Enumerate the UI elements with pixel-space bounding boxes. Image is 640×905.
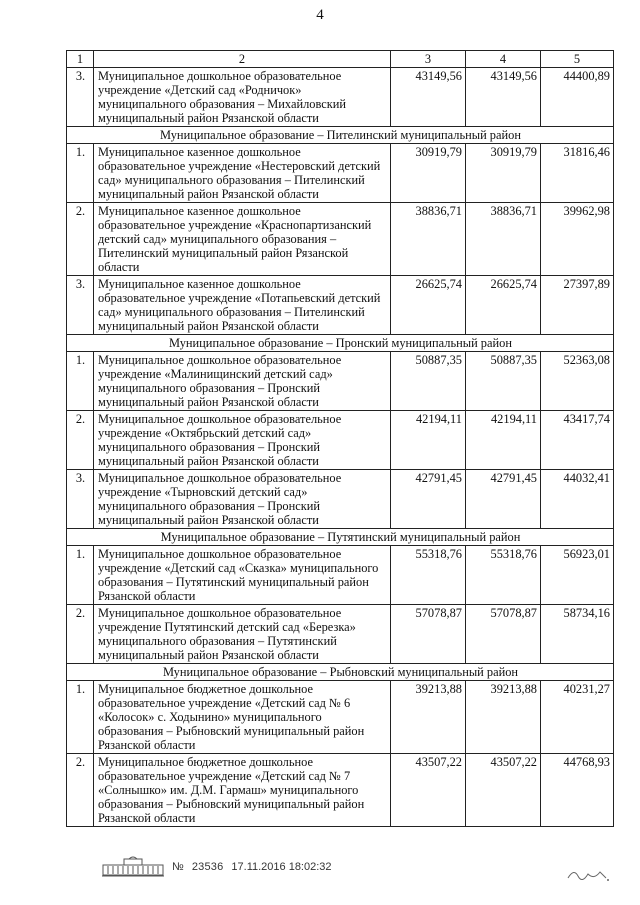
value-col-3: 57078,87: [391, 605, 466, 664]
column-header: 1: [67, 51, 94, 68]
table-row: [67, 754, 614, 827]
table-row: [67, 203, 614, 276]
value-col-3: 43149,56: [391, 68, 466, 127]
row-number: 1.: [67, 546, 94, 605]
institution-name: Муниципальное дошкольное образовательное учреждение «Малинищинский детский сад» муниципального образования – Пронский муниципальный район Рязанской области: [94, 352, 391, 411]
value-col-3: 39213,88: [391, 681, 466, 754]
institution-name: Муниципальное бюджетное дошкольное образовательное учреждение «Детский сад № 6 «Колосок» с. Ходынино» муниципального образования – Рыбновский муниципальный район Рязанской области: [94, 681, 391, 754]
column-header: 5: [541, 51, 614, 68]
row-number: 3.: [67, 276, 94, 335]
registration-symbol: №: [172, 861, 184, 873]
value-col-5: 43417,74: [541, 411, 614, 470]
value-col-4: 43149,56: [466, 68, 541, 127]
table-row: [67, 276, 614, 335]
column-header: 2: [94, 51, 391, 68]
value-col-5: 56923,01: [541, 546, 614, 605]
table-row: [67, 68, 614, 127]
section-row: [67, 664, 614, 681]
value-col-5: 52363,08: [541, 352, 614, 411]
value-col-3: 38836,71: [391, 203, 466, 276]
data-table: [66, 50, 614, 827]
value-col-3: 42194,11: [391, 411, 466, 470]
value-col-4: 42194,11: [466, 411, 541, 470]
value-col-3: 43507,22: [391, 754, 466, 827]
column-header: 3: [391, 51, 466, 68]
value-col-4: 42791,45: [466, 470, 541, 529]
table-header-row: [67, 51, 614, 68]
institution-name: Муниципальное дошкольное образовательное учреждение «Тырновский детский сад» муниципального образования – Пронский муниципальный район Рязанской области: [94, 470, 391, 529]
section-row: [67, 529, 614, 546]
institution-name: Муниципальное дошкольное образовательное учреждение «Октябрьский детский сад» муниципального образования – Пронский муниципальный район Рязанской области: [94, 411, 391, 470]
section-row: [67, 335, 614, 352]
section-title: Муниципальное образование – Пронский муниципальный район: [67, 335, 614, 352]
section-title: Муниципальное образование – Рыбновский муниципальный район: [67, 664, 614, 681]
building-logo-icon: [102, 856, 164, 878]
table-row: [67, 144, 614, 203]
value-col-4: 30919,79: [466, 144, 541, 203]
table-row: [67, 546, 614, 605]
registration-timestamp: 17.11.2016 18:02:32: [231, 861, 332, 873]
value-col-4: 43507,22: [466, 754, 541, 827]
value-col-3: 55318,76: [391, 546, 466, 605]
signature-mark-icon: [566, 864, 612, 884]
table-row: [67, 470, 614, 529]
value-col-4: 38836,71: [466, 203, 541, 276]
institution-name: Муниципальное дошкольное образовательное учреждение «Детский сад «Сказка» муниципального образования – Путятинский муниципальный район Рязанской области: [94, 546, 391, 605]
page-number: 4: [316, 7, 324, 23]
institution-name: Муниципальное бюджетное дошкольное образовательное учреждение «Детский сад № 7 «Солнышко» им. Д.М. Гармаш» муниципального образования – Рыбновский муниципальный район Рязанской области: [94, 754, 391, 827]
row-number: 2.: [67, 411, 94, 470]
value-col-4: 57078,87: [466, 605, 541, 664]
value-col-4: 50887,35: [466, 352, 541, 411]
value-col-3: 26625,74: [391, 276, 466, 335]
table-row: [67, 605, 614, 664]
institution-name: Муниципальное дошкольное образовательное учреждение «Детский сад «Родничок» муниципального образования – Михайловский муниципальный район Рязанской области: [94, 68, 391, 127]
value-col-5: 44032,41: [541, 470, 614, 529]
registration-number: 23536: [191, 861, 224, 873]
row-number: 2.: [67, 754, 94, 827]
section-title: Муниципальное образование – Путятинский муниципальный район: [67, 529, 614, 546]
row-number: 2.: [67, 203, 94, 276]
section-row: [67, 127, 614, 144]
institution-name: Муниципальное казенное дошкольное образовательное учреждение «Потапьевский детский сад» муниципального образования – Пителинский муниципальный район Рязанской области: [94, 276, 391, 335]
value-col-5: 44768,93: [541, 754, 614, 827]
value-col-4: 55318,76: [466, 546, 541, 605]
table-row: [67, 352, 614, 411]
institution-name: Муниципальное дошкольное образовательное учреждение Путятинский детский сад «Березка» муниципального образования – Путятинский муниципальный район Рязанской области: [94, 605, 391, 664]
value-col-5: 44400,89: [541, 68, 614, 127]
row-number: 1.: [67, 144, 94, 203]
value-col-5: 40231,27: [541, 681, 614, 754]
row-number: 3.: [67, 68, 94, 127]
institution-name: Муниципальное казенное дошкольное образовательное учреждение «Нестеровский детский сад» муниципального образования – Пителинский муниципальный район Рязанской области: [94, 144, 391, 203]
value-col-5: 58734,16: [541, 605, 614, 664]
institution-name: Муниципальное казенное дошкольное образовательное учреждение «Краснопартизанский детский сад» муниципального образования – Пителинский муниципальный район Рязанской области: [94, 203, 391, 276]
value-col-3: 42791,45: [391, 470, 466, 529]
value-col-5: 27397,89: [541, 276, 614, 335]
value-col-3: 30919,79: [391, 144, 466, 203]
table-row: [67, 681, 614, 754]
value-col-5: 31816,46: [541, 144, 614, 203]
column-header: 4: [466, 51, 541, 68]
value-col-5: 39962,98: [541, 203, 614, 276]
row-number: 1.: [67, 352, 94, 411]
value-col-4: 26625,74: [466, 276, 541, 335]
document-footer: [102, 856, 332, 878]
value-col-4: 39213,88: [466, 681, 541, 754]
row-number: 2.: [67, 605, 94, 664]
row-number: 3.: [67, 470, 94, 529]
table-row: [67, 411, 614, 470]
value-col-3: 50887,35: [391, 352, 466, 411]
section-title: Муниципальное образование – Пителинский муниципальный район: [67, 127, 614, 144]
row-number: 1.: [67, 681, 94, 754]
